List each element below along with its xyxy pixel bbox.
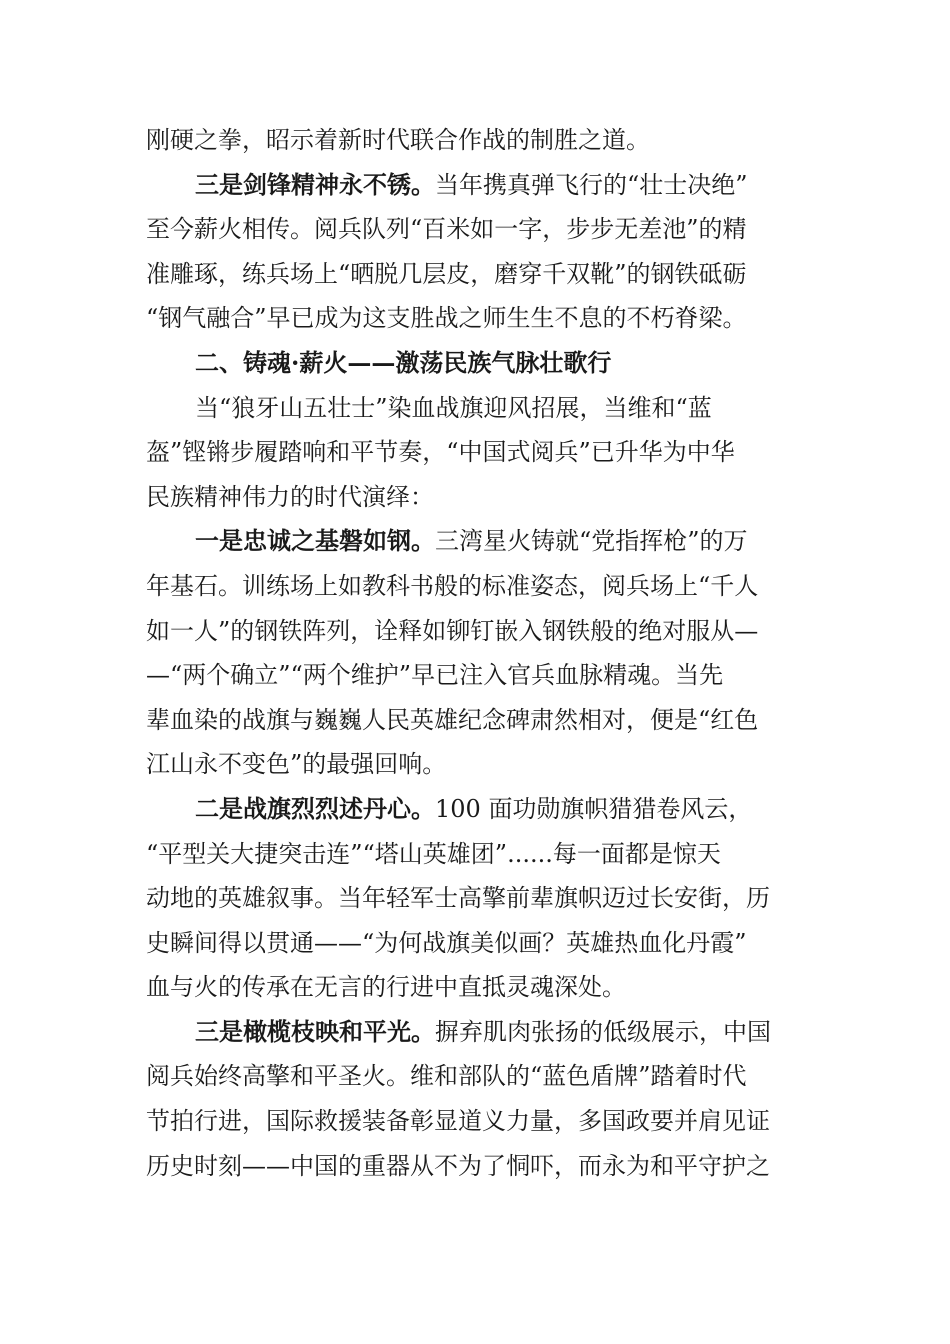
text-line: [146, 921, 806, 966]
body-text: 江山永不变色”的最强回响。: [146, 750, 447, 779]
text-line: [146, 609, 806, 654]
body-text: 历史时刻——中国的重器从不为了恫吓，而永为和平守护之: [146, 1151, 770, 1180]
body-text: 至今薪火相传。阅兵队列“百米如一字，步步无差池”的精: [146, 215, 747, 244]
text-line: [146, 564, 806, 609]
body-text: 当年携真弹飞行的“壮士决绝”: [435, 170, 748, 199]
text-line: [146, 832, 806, 877]
body-text: 摒弃肌肉张扬的低级展示，中国: [435, 1017, 771, 1046]
body-text: 血与火的传承在无言的行进中直抵灵魂深处。: [146, 973, 626, 1002]
body-text: 动地的英雄叙事。当年轻军士高擎前辈旗帜迈过长安街，历: [146, 884, 770, 913]
body-text: 史瞬间得以贯通——“为何战旗美似画？英雄热血化丹霞”: [146, 928, 747, 957]
text-line: [146, 653, 806, 698]
body-text: “平型关大捷突击连”“塔山英雄团”......每一面都是惊天: [146, 839, 721, 868]
bold-heading-text: 一是忠诚之基磐如钢。: [195, 526, 435, 556]
text-line: [146, 341, 806, 386]
body-text: 准雕琢，练兵场上“晒脱几层皮，磨穿千双靴”的钢铁砥砺: [146, 259, 747, 288]
text-line: [146, 118, 806, 163]
body-text: —“两个确立”“两个维护”早已注入官兵血脉精魂。当先: [146, 661, 724, 690]
text-line: [146, 386, 806, 431]
document-page: [146, 118, 806, 1188]
text-line: [146, 519, 806, 564]
text-line: [146, 430, 806, 475]
text-line: [146, 787, 806, 832]
text-line: [146, 698, 806, 743]
body-text: 节拍行进，国际救援装备彰显道义力量，多国政要并肩见证: [146, 1107, 770, 1136]
text-line: [146, 876, 806, 921]
body-text: 阅兵始终高擎和平圣火。维和部队的“蓝色盾牌”踏着时代: [146, 1062, 747, 1091]
body-text: 年基石。训练场上如教科书般的标准姿态，阅兵场上“千人: [146, 571, 759, 600]
body-text: 如一人”的钢铁阵列，诠释如铆钉嵌入钢铁般的绝对服从—: [146, 616, 759, 645]
bold-heading-text: 三是剑锋精神永不锈。: [195, 169, 435, 199]
text-line: [146, 1010, 806, 1055]
text-line: [146, 742, 806, 787]
bold-heading-text: 三是橄榄枝映和平光。: [195, 1016, 435, 1046]
text-line: [146, 1144, 806, 1189]
body-text: 民族精神伟力的时代演绎：: [146, 482, 434, 511]
text-line: [146, 163, 806, 208]
body-text: 当“狼牙山五壮士”染血战旗迎风招展，当维和“蓝: [195, 393, 712, 422]
body-text: 三湾星火铸就“党指挥枪”的万: [435, 527, 748, 556]
body-text: 盔”铿锵步履踏响和平节奏，“中国式阅兵”已升华为中华: [146, 438, 735, 467]
text-line: [146, 296, 806, 341]
body-text: “钢气融合”早已成为这支胜战之师生生不息的不朽脊梁。: [146, 304, 747, 333]
body-text: 100 面功勋旗帜猎猎卷风云，: [435, 794, 753, 823]
body-text: 辈血染的战旗与巍巍人民英雄纪念碑肃然相对，便是“红色: [146, 705, 759, 734]
text-line: [146, 1054, 806, 1099]
body-text: 刚硬之拳，昭示着新时代联合作战的制胜之道。: [146, 126, 650, 154]
bold-heading-text: 二、铸魂·薪火——激荡民族气脉壮歌行: [195, 347, 612, 377]
text-line: [146, 965, 806, 1010]
text-line: [146, 475, 806, 520]
text-line: [146, 207, 806, 252]
text-line: [146, 252, 806, 297]
text-line: [146, 1099, 806, 1144]
bold-heading-text: 二是战旗烈烈述丹心。: [195, 793, 435, 823]
